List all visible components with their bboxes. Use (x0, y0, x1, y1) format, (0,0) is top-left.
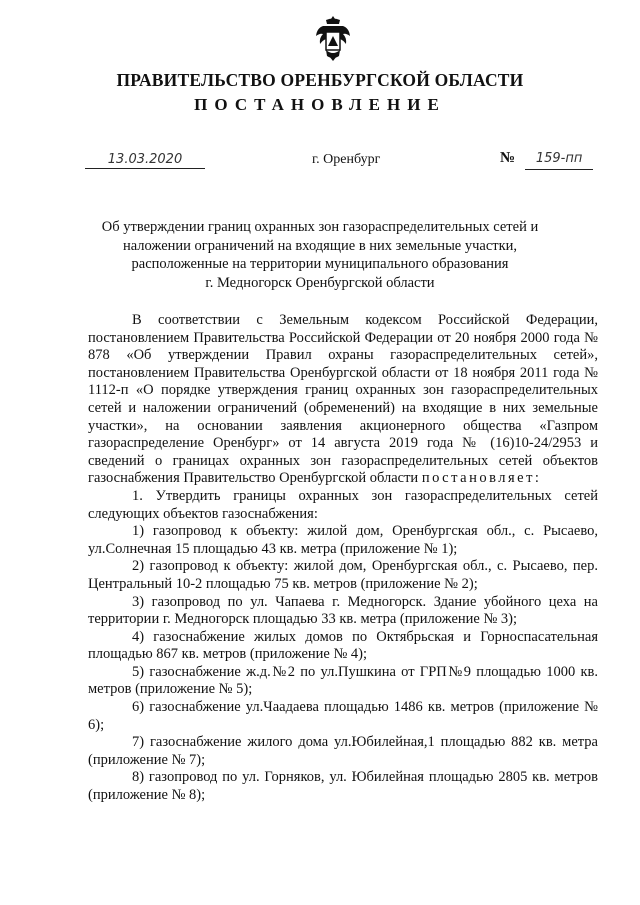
number-label: № (500, 150, 516, 166)
subject-line: расположенные на территории муниципального образования (131, 256, 509, 272)
document-number (500, 148, 593, 170)
list-item: 5) газоснабжение ж.д.№2 по ул.Пушкина от ГРП№9 площадью 1000 кв. метров (приложение № 5); (88, 663, 598, 698)
list-item: 3) газопровод по ул. Чапаева г. Медногорск. Здание убойного цеха на территории г. Медногорск площадью 33 кв. метра (приложение № 3); (88, 593, 598, 628)
document-date: 13.03.2020 (85, 152, 205, 169)
list-item: 1) газопровод к объекту: жилой дом, Оренбургская обл., с. Рысаево, ул.Солнечная 15 площадью 43 кв. метра (приложение № 1); (88, 523, 598, 557)
subject-line: наложении ограничений на входящие в них земельные участки, (122, 237, 518, 254)
list-item: 8) газопровод по ул. Горняков, ул. Юбилейная площадью 2805 кв. метров (приложение № 8); (88, 769, 598, 804)
subject-line: г. Медногорск Оренбургской области (205, 274, 435, 291)
coat-of-arms-icon (315, 14, 351, 62)
preamble-text: В соответствии с Земельным кодексом Российской Федерации, постановлением Правительства Российской Федерации от 20 ноября 2000 года № 878 «Об утверждении Правил охраны газораспределительных сетей», постановлением Правительства Оренбургской области от 18 ноября 2011 года № 1112-п «О порядке утверждения границ охранных зон газораспределительных сетей и наложении ограничений (обременений) на входящие в них земельные участки», на основании заявления акционерного общества «Газпром газораспределение Оренбург» от 14 августа 2019 года № (16)10-24/2953 и сведений о границах охранных зон газораспределительных сетей объектов газоснабжения Правительство Оренбургской области (88, 312, 598, 487)
document-body (88, 312, 598, 805)
document-subject (60, 218, 580, 292)
document-city: г. Оренбург (312, 152, 381, 167)
document-type: ПОСТАНОВЛЕНИЕ (194, 95, 446, 114)
clause-1: 1. Утвердить границы охранных зон газораспределительных сетей следующих объектов газоснабжения: (88, 487, 598, 522)
number-value: 159-пп (525, 149, 593, 170)
list-item: 4) газоснабжение жилых домов по Октябрьская и Горноспасательная площадью 867 кв. метров (приложение № 4); (88, 628, 598, 663)
preamble-paragraph (88, 312, 598, 488)
resolve-word: постановляет: (421, 470, 542, 487)
list-item: 7) газоснабжение жилого дома ул.Юбилейная,1 площадью 882 кв. метра (приложение № 7); (88, 734, 598, 768)
subject-line: Об утверждении границ охранных зон газораспределительных сетей и (101, 219, 539, 235)
list-item: 2) газопровод к объекту: жилой дом, Оренбургская обл., с. Рысаево, пер. Центральный 10-2 площадью 75 кв. метров (приложение № 2); (88, 558, 598, 592)
list-item: 6) газоснабжение ул.Чаадаева площадью 1486 кв. метров (приложение № 6); (88, 699, 598, 733)
organization-title: ПРАВИТЕЛЬСТВО ОРЕНБУРГСКОЙ ОБЛАСТИ (116, 70, 524, 90)
